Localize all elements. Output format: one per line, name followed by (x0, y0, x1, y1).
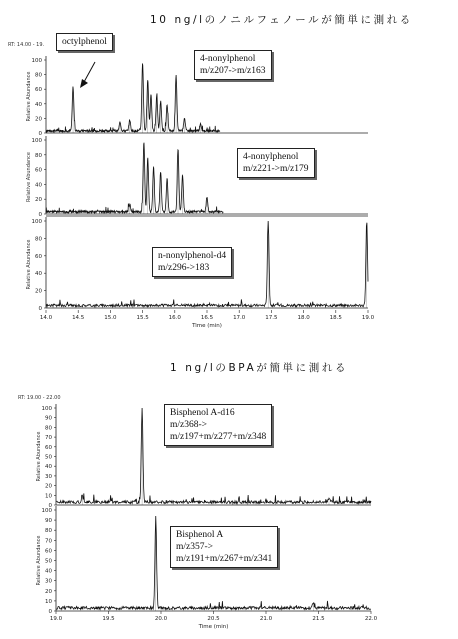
y-tick-label: 10 (45, 493, 52, 500)
annotation-arrow (84, 62, 95, 82)
y-tick-label: 80 (35, 236, 42, 243)
x-tick-label: 18.0 (297, 315, 310, 321)
x-tick-label: 17.5 (265, 315, 278, 321)
y-tick-label: 40 (35, 271, 42, 278)
y-tick-label: 100 (31, 138, 42, 144)
label-4-nonylphenol-a: 4-nonylphenol m/z207->m/z163 (194, 50, 272, 80)
x-tick-label: 20.0 (154, 616, 168, 622)
y-tick-label: 0 (38, 212, 42, 218)
x-tick-label: 15.5 (136, 315, 149, 321)
y-tick-label: 60 (35, 87, 42, 94)
y-tick-label: 0 (38, 131, 42, 137)
y-tick-label: 60 (45, 548, 52, 555)
label-octylphenol: octylphenol (56, 33, 113, 51)
y-tick-label: 60 (35, 167, 42, 174)
y-tick-label: 70 (45, 538, 52, 545)
y-tick-label: 40 (45, 568, 52, 575)
rt-range-label: RT: 14.00 - 19. (8, 42, 45, 48)
y-tick-label: 20 (45, 588, 52, 595)
label-bisphenol-a-d16: Bisphenol A-d16 m/z368-> m/z197+m/z277+m/z348 (164, 404, 272, 446)
x-tick-label: 19.0 (49, 616, 63, 622)
y-tick-label: 20 (35, 197, 42, 204)
y-axis-label: Relative Abundance (26, 239, 32, 290)
trace-line (46, 143, 223, 213)
arrow-head (80, 79, 88, 88)
x-tick-label: 21.5 (312, 616, 325, 622)
x-tick-label: 15.0 (104, 315, 117, 321)
y-tick-label: 90 (45, 518, 52, 525)
y-tick-label: 100 (41, 508, 52, 514)
y-tick-label: 0 (48, 503, 52, 509)
y-axis-label: Relative Abundance (36, 431, 42, 482)
x-tick-label: 16.5 (200, 315, 214, 321)
y-tick-label: 60 (35, 253, 42, 260)
y-tick-label: 80 (45, 528, 52, 535)
x-tick-label: 21.0 (259, 616, 273, 622)
y-tick-label: 0 (48, 609, 52, 615)
y-tick-label: 90 (45, 415, 52, 422)
label-n-nonylphenol-d4: n-nonylphenol-d4 m/z296->183 (152, 247, 232, 277)
label-bisphenol-a: Bisphenol A m/z357-> m/z191+m/z267+m/z341 (170, 526, 278, 568)
x-axis-label: Time (min) (198, 624, 229, 630)
y-tick-label: 30 (45, 473, 52, 480)
x-tick-label: 14.5 (72, 315, 85, 321)
x-tick-label: 18.5 (329, 315, 342, 321)
y-tick-label: 10 (45, 598, 52, 605)
x-tick-label: 19.5 (102, 616, 115, 622)
y-tick-label: 60 (45, 444, 52, 451)
heading-bpa: 1 ng/lのBPAが簡単に測れる (170, 362, 349, 374)
y-tick-label: 50 (45, 454, 52, 461)
y-tick-label: 100 (31, 219, 42, 225)
y-axis-label: Relative Abundance (36, 535, 42, 586)
y-tick-label: 70 (45, 435, 52, 442)
y-tick-label: 40 (35, 101, 42, 108)
y-tick-label: 100 (31, 58, 42, 64)
x-tick-label: 19.0 (361, 315, 375, 321)
y-tick-label: 20 (45, 483, 52, 490)
x-tick-label: 14.0 (39, 315, 53, 321)
y-tick-label: 0 (38, 306, 42, 312)
x-axis-label: Time (min) (192, 323, 222, 329)
rt-range-label: RT: 19.00 - 22.00 (18, 395, 61, 401)
y-tick-label: 20 (35, 288, 42, 295)
y-tick-label: 50 (45, 558, 52, 565)
y-tick-label: 80 (45, 425, 52, 432)
y-tick-label: 80 (35, 152, 42, 159)
x-tick-label: 17.0 (233, 315, 246, 321)
y-axis-label: Relative Abundance (26, 152, 32, 202)
y-axis-label: Relative Abundance (26, 71, 32, 122)
x-tick-label: 22.0 (364, 616, 378, 622)
label-4-nonylphenol-b: 4-nonylphenol m/z221->m/z179 (237, 148, 315, 178)
x-tick-label: 16.0 (168, 315, 181, 321)
y-tick-label: 100 (41, 406, 52, 412)
y-tick-label: 20 (35, 116, 42, 123)
y-tick-label: 80 (35, 72, 42, 79)
x-tick-label: 20.5 (207, 616, 220, 622)
y-tick-label: 40 (35, 182, 42, 189)
y-tick-label: 40 (45, 464, 52, 471)
y-tick-label: 30 (45, 578, 52, 585)
heading-nonylphenol: 10 ng/lのノニルフェノールが簡単に測れる (150, 14, 413, 26)
